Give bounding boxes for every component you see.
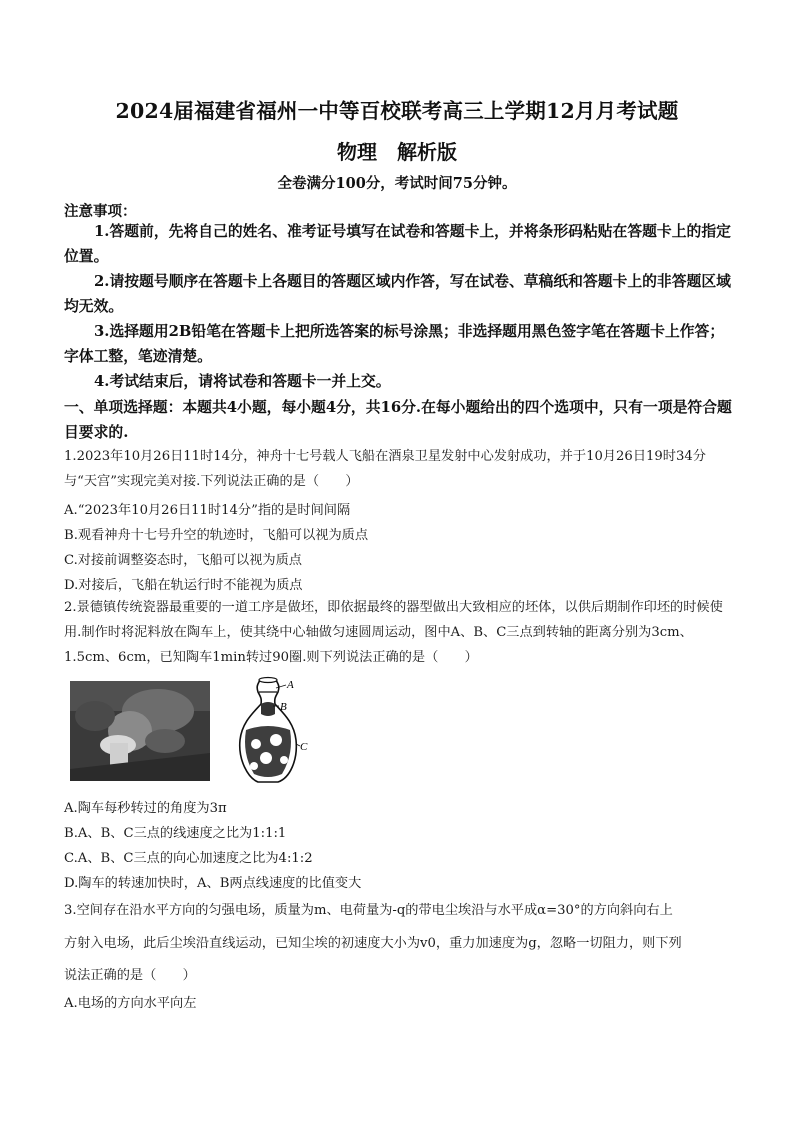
question-2-stem: 2.景德镇传统瓷器最重要的一道工序是做坯，即依据最终的器型做出大致相应的坯体，以供后期制作印坯的时候使用.制作时将泥料放在陶车上，使其绕中心轴做匀速圆周运动，图中A、B、C三点到转轴的距离分别为3cm、1.5cm、6cm，已知陶车1min转过90圈.则下列说法正确的是（ ） bbox=[64, 600, 723, 665]
question-3-stem-line-2: 方射入电场，此后尘埃沿直线运动，已知尘埃的初速度大小为v0，重力加速度为g，忽略一切阻力，则下列 bbox=[64, 936, 682, 951]
question-3-stem-line-1: 3.空间存在沿水平方向的匀强电场，质量为m、电荷量为-q的带电尘埃沿与水平成α=30°的方向斜向右上 bbox=[64, 903, 673, 918]
version-label: 解析版 bbox=[397, 140, 457, 164]
point-a-label: A bbox=[287, 679, 294, 691]
notice-heading: 注意事项： bbox=[64, 203, 137, 220]
question-3-stem-line-3: 说法正确的是（ ） bbox=[64, 968, 196, 983]
question-2-option-b: B.A、B、C三点的线速度之比为1:1:1 bbox=[64, 826, 287, 841]
pottery-wheel-photo bbox=[70, 681, 210, 781]
score-time-line: 全卷满分100分，考试时间75分钟。 bbox=[277, 175, 517, 192]
notice-item-3: 3.选择题用2B铅笔在答题卡上把所选答案的标号涂黑；非选择题用黑色签字笔在答题卡上作答；字体工整，笔迹清楚。 bbox=[64, 323, 725, 365]
question-1-option-a: A.“2023年10月26日11时14分”指的是时间间隔 bbox=[64, 503, 351, 518]
question-3-option-a: A.电场的方向水平向左 bbox=[64, 996, 197, 1011]
notice-item-1: 1.答题前，先将自己的姓名、准考证号填写在试卷和答题卡上，并将条形码粘贴在答题卡上的指定位置。 bbox=[64, 223, 731, 265]
question-1-option-c: C.对接前调整姿态时，飞船可以视为质点 bbox=[64, 553, 302, 568]
question-1-stem: 1.2023年10月26日11时14分，神舟十七号载人飞船在酒泉卫星发射中心发射成功，并于10月26日19时34分与“天宫”实现完美对接.下列说法正确的是（ ） bbox=[64, 449, 706, 489]
subject-label: 物理 bbox=[337, 140, 377, 164]
question-2-option-a: A.陶车每秒转过的角度为3π bbox=[64, 801, 227, 816]
point-c-label: C bbox=[300, 741, 308, 753]
question-2-option-d: D.陶车的转速加快时，A、B两点线速度的比值变大 bbox=[64, 876, 362, 891]
notice-item-2: 2.请按题号顺序在答题卡上各题目的答题区域内作答，写在试卷、草稿纸和答题卡上的非答题区域均无效。 bbox=[64, 273, 731, 315]
notice-item-4: 4.考试结束后，请将试卷和答题卡一并上交。 bbox=[94, 373, 391, 390]
question-1-option-d: D.对接后，飞船在轨运行时不能视为质点 bbox=[64, 578, 303, 593]
vase-diagram bbox=[232, 674, 312, 786]
exam-subtitle bbox=[0, 136, 794, 165]
question-2-option-c: C.A、B、C三点的向心加速度之比为4:1:2 bbox=[64, 851, 313, 866]
question-1-option-b: B.观看神舟十七号升空的轨迹时，飞船可以视为质点 bbox=[64, 528, 369, 543]
point-b-label: B bbox=[280, 701, 287, 713]
exam-title: 2024届福建省福州一中等百校联考高三上学期12月月考试题 bbox=[115, 99, 679, 123]
section-1-heading: 一、单项选择题：本题共4小题，每小题4分，共16分.在每小题给出的四个选项中，只有一项是符合题目要求的. bbox=[64, 399, 732, 441]
